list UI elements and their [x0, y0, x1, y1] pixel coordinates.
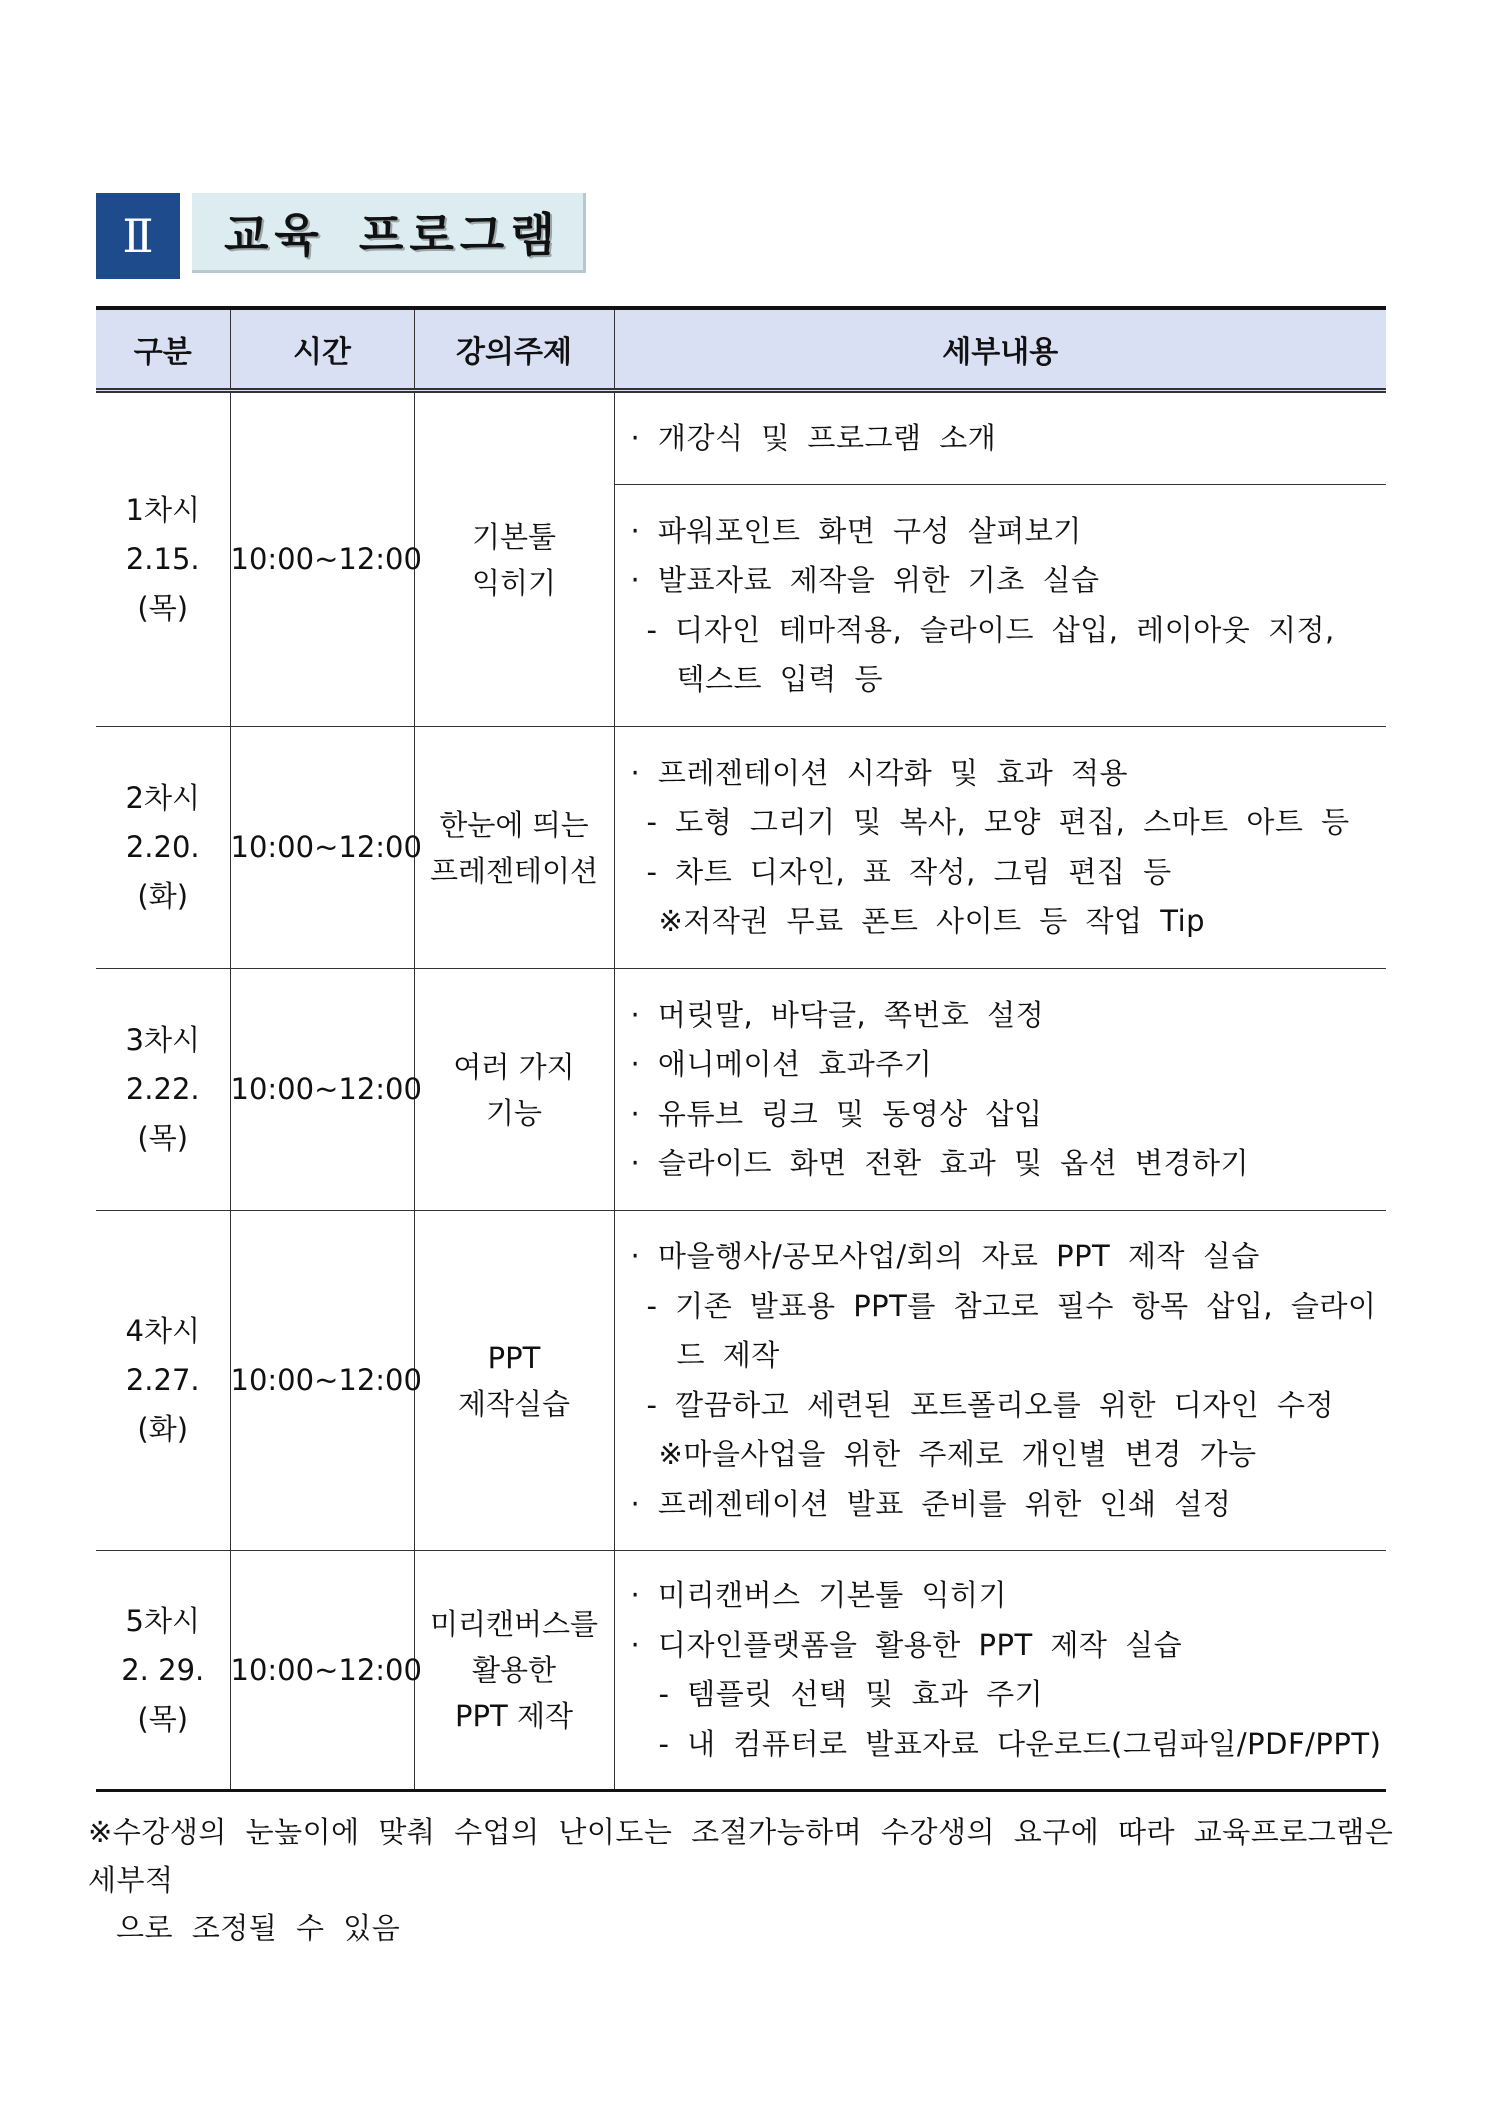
- topic-line: 한눈에 띄는: [439, 807, 589, 842]
- table-row: [96, 1211, 1386, 1551]
- session-label: 1차시: [125, 493, 200, 527]
- session-cell: [96, 391, 230, 727]
- detail-line: · 슬라이드 화면 전환 효과 및 옵션 변경하기: [630, 1146, 1249, 1180]
- time-cell: 10:00~12:00: [230, 1211, 414, 1551]
- session-label: 5차시: [125, 1603, 200, 1638]
- table-row: [96, 391, 1386, 485]
- session-date: 2.27.: [125, 1363, 200, 1397]
- time-cell: 10:00~12:00: [230, 727, 414, 969]
- detail-line: · 개강식 및 프로그램 소개: [630, 420, 997, 455]
- detail-line: 텍스트 입력 등: [676, 662, 884, 696]
- footnote-line: 으로 조정될 수 있음: [116, 1911, 401, 1945]
- session-cell: [96, 727, 230, 969]
- topic-line: 프레젠테이션: [429, 853, 599, 888]
- topic-line: PPT 제작: [455, 1699, 573, 1733]
- session-label: 2차시: [125, 781, 200, 815]
- details-cell: [614, 969, 1386, 1211]
- detail-line: - 도형 그리기 및 복사, 모양 편집, 스마트 아트 등: [646, 805, 1350, 839]
- topic-line: 제작실습: [457, 1386, 571, 1421]
- detail-line: - 차트 디자인, 표 작성, 그림 편집 등: [646, 854, 1172, 889]
- header-time: 시간: [230, 308, 414, 391]
- session-day: (목): [137, 591, 189, 625]
- session-cell: [96, 1551, 230, 1791]
- details-cell: [614, 391, 1386, 485]
- header-details: 세부내용: [614, 308, 1386, 391]
- detail-line: · 마을행사/공모사업/회의 자료 PPT 제작 실습: [630, 1239, 1260, 1273]
- detail-line: · 미리캔버스 기본툴 익히기: [630, 1578, 1008, 1612]
- table-header-row: [96, 308, 1386, 391]
- topic-line: 미리캔버스를: [429, 1607, 599, 1641]
- detail-line: · 프레젠테이션 발표 준비를 위한 인쇄 설정: [630, 1486, 1232, 1521]
- session-day: (목): [137, 1121, 189, 1155]
- topic-cell: [414, 1211, 614, 1551]
- topic-line: 익히기: [471, 565, 557, 600]
- topic-line: PPT: [487, 1340, 541, 1375]
- session-day: (목): [137, 1701, 189, 1736]
- detail-line: - 템플릿 선택 및 효과 주기: [658, 1677, 1044, 1711]
- topic-cell: [414, 391, 614, 727]
- time-cell: 10:00~12:00: [230, 969, 414, 1211]
- detail-line: - 깔끔하고 세련된 포트폴리오를 위한 디자인 수정: [646, 1387, 1335, 1422]
- detail-line: ※저작권 무료 폰트 사이트 등 작업 Tip: [658, 904, 1206, 938]
- details-cell: [614, 1211, 1386, 1551]
- detail-line: · 머릿말, 바닥글, 쪽번호 설정: [630, 997, 1045, 1032]
- detail-line: · 유튜브 링크 및 동영상 삽입: [630, 1096, 1043, 1131]
- header-session: 구분: [96, 308, 230, 391]
- detail-line: 드 제작: [676, 1338, 780, 1372]
- footnote-line: ※수강생의 눈높이에 맞춰 수업의 난이도는 조절가능하며 수강생의 요구에 따라 교육프로그램은 세부적: [88, 1815, 1394, 1897]
- topic-line: 기본툴: [471, 519, 557, 554]
- session-label: 4차시: [125, 1314, 200, 1348]
- time-cell: 10:00~12:00: [230, 391, 414, 727]
- topic-line: 여러 가지: [453, 1049, 575, 1084]
- table-row: [96, 969, 1386, 1211]
- section-number: Ⅱ: [96, 193, 180, 279]
- topic-cell: [414, 1551, 614, 1791]
- session-cell: [96, 1211, 230, 1551]
- session-label: 3차시: [125, 1023, 200, 1057]
- topic-line: 기능: [485, 1095, 543, 1130]
- section-header: [96, 193, 586, 279]
- session-day: (화): [137, 1412, 189, 1446]
- session-date: 2.20.: [125, 830, 200, 864]
- detail-line: ※마을사업을 위한 주제로 개인별 변경 가능: [658, 1437, 1257, 1471]
- detail-line: · 파워포인트 화면 구성 살펴보기: [630, 513, 1082, 548]
- session-day: (화): [137, 879, 189, 913]
- detail-line: - 기존 발표용 PPT를 참고로 필수 항목 삽입, 슬라이: [646, 1288, 1377, 1323]
- session-date: 2. 29.: [121, 1652, 205, 1687]
- section-title: 교육 프로그램: [224, 207, 561, 262]
- details-cell: [614, 1551, 1386, 1791]
- header-topic: 강의주제: [414, 308, 614, 391]
- session-date: 2.15.: [125, 542, 200, 576]
- detail-line: · 발표자료 제작을 위한 기초 실습: [630, 563, 1100, 597]
- detail-line: - 내 컴퓨터로 발표자료 다운로드(그림파일/PDF/PPT): [658, 1726, 1382, 1761]
- time-cell: 10:00~12:00: [230, 1551, 414, 1791]
- topic-line: 활용한: [471, 1653, 557, 1687]
- table-row: [96, 727, 1386, 969]
- detail-line: · 디자인플랫폼을 활용한 PPT 제작 실습: [630, 1627, 1183, 1662]
- session-cell: [96, 969, 230, 1211]
- topic-cell: [414, 727, 614, 969]
- table-row: [96, 1551, 1386, 1791]
- footnote: [88, 1808, 1408, 1952]
- program-table: [96, 306, 1386, 1792]
- detail-line: - 디자인 테마적용, 슬라이드 삽입, 레이아웃 지정,: [646, 612, 1335, 647]
- section-title-box: [192, 193, 586, 273]
- session-date: 2.22.: [125, 1072, 200, 1106]
- detail-line: · 애니메이션 효과주기: [630, 1047, 933, 1081]
- details-cell: [614, 485, 1386, 727]
- topic-cell: [414, 969, 614, 1211]
- details-cell: [614, 727, 1386, 969]
- detail-line: · 프레젠테이션 시각화 및 효과 적용: [630, 755, 1129, 790]
